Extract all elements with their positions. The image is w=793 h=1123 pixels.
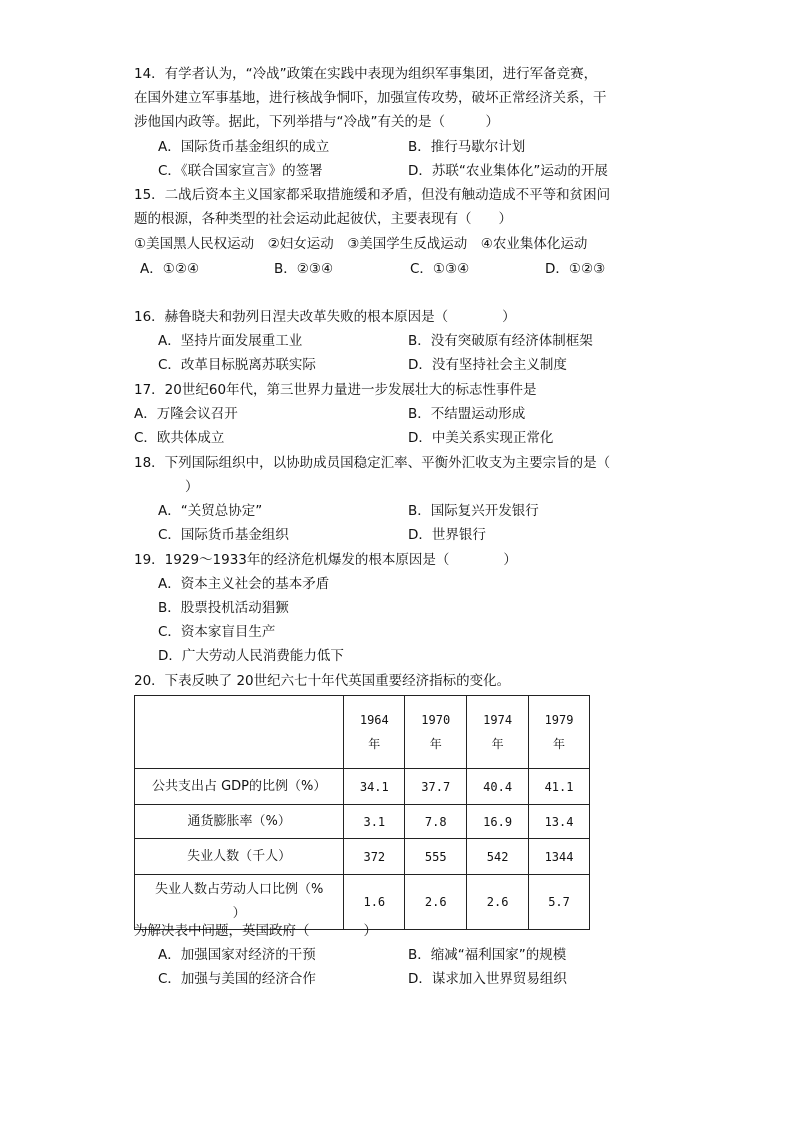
question-15-text-line-2: 题的根源，各种类型的社会运动此起彼伏，主要表现有（ ） (134, 211, 512, 227)
question-18-option-c[interactable]: C．国际货币基金组织 (158, 527, 289, 543)
year-unit: 年 (429, 737, 442, 751)
question-19-text-line-1: 19．1929～1933年的经济危机爆发的根本原因是（ ） (134, 552, 517, 568)
question-17-option-b[interactable]: B．不结盟运动形成 (408, 406, 526, 422)
question-20-option-a[interactable]: A．加强国家对经济的干预 (158, 947, 316, 963)
question-19-option-b[interactable]: B．股票投机活动猖獗 (158, 600, 289, 616)
year-value: 1970 (421, 713, 451, 727)
question-18-option-d[interactable]: D．世界银行 (408, 527, 486, 543)
question-15-option-a[interactable]: A．①②④ (140, 261, 200, 277)
table-row-label: 公共支出占 GDP的比例（%） (135, 769, 344, 805)
question-20-option-c[interactable]: C．加强与美国的经济合作 (158, 971, 316, 987)
question-16-option-b[interactable]: B．没有突破原有经济体制框架 (408, 333, 593, 349)
year-value: 1979 (544, 713, 574, 727)
year-unit: 年 (368, 737, 381, 751)
table-row (135, 839, 590, 875)
economic-indicators-table (134, 695, 590, 930)
question-15-text-line-1: 15．二战后资本主义国家都采取措施缓和矛盾，但没有触动造成不平等和贫困问 (134, 187, 611, 203)
question-14-text-line-1: 14．有学者认为，“冷战”政策在实践中表现为组织军事集团，进行军备竞赛， (134, 66, 598, 82)
table-cell: 13.4 (529, 805, 590, 839)
question-17-option-c[interactable]: C．欧共体成立 (134, 430, 225, 446)
year-value: 1964 (359, 713, 389, 727)
question-20-option-b[interactable]: B．缩减“福利国家”的规模 (408, 947, 567, 963)
question-15-option-c[interactable]: C．①③④ (410, 261, 470, 277)
question-15-option-d[interactable]: D．①②③ (545, 261, 606, 277)
year-unit: 年 (553, 737, 566, 751)
table-cell: 1344 (529, 839, 590, 875)
table-corner-cell (135, 696, 344, 769)
table-cell: 1.6 (344, 875, 405, 930)
table-cell: 2.6 (467, 875, 529, 930)
table-cell: 3.1 (344, 805, 405, 839)
question-16-option-d[interactable]: D．没有坚持社会主义制度 (408, 357, 567, 373)
table-cell: 37.7 (405, 769, 467, 805)
table-row-label: 通货膨胀率（%） (135, 805, 344, 839)
table-row (135, 769, 590, 805)
table-cell: 555 (405, 839, 467, 875)
question-18-option-a[interactable]: A．“关贸总协定” (158, 503, 263, 519)
question-15-option-b[interactable]: B．②③④ (274, 261, 334, 277)
table-row-label: 失业人数（千人） (135, 839, 344, 875)
question-14-option-d[interactable]: D．苏联“农业集体化”运动的开展 (408, 163, 608, 179)
question-19-option-c[interactable]: C．资本家盲目生产 (158, 624, 276, 640)
question-18-option-b[interactable]: B．国际复兴开发银行 (408, 503, 539, 519)
question-20-option-d[interactable]: D．谋求加入世界贸易组织 (408, 971, 567, 987)
question-17-text-line-1: 17．20世纪60年代，第三世界力量进一步发展壮大的标志性事件是 (134, 382, 537, 398)
question-16-option-c[interactable]: C．改革目标脱离苏联实际 (158, 357, 316, 373)
table-year-header (344, 696, 405, 769)
question-14-option-b[interactable]: B．推行马歇尔计划 (408, 139, 526, 155)
table-cell: 40.4 (467, 769, 529, 805)
question-18-text-line-1: 18．下列国际组织中，以协助成员国稳定汇率、平衡外汇收支为主要宗旨的是（ (134, 455, 611, 471)
question-14-option-a[interactable]: A．国际货币基金组织的成立 (158, 139, 330, 155)
year-unit: 年 (491, 737, 504, 751)
table-cell: 542 (467, 839, 529, 875)
table-cell: 7.8 (405, 805, 467, 839)
question-17-option-a[interactable]: A．万隆会议召开 (134, 406, 238, 422)
question-16-option-a[interactable]: A．坚持片面发展重工业 (158, 333, 303, 349)
table-cell: 34.1 (344, 769, 405, 805)
question-15-items: ①美国黑人民权运动 ②妇女运动 ③美国学生反战运动 ④农业集体化运动 (134, 236, 588, 252)
question-19-option-d[interactable]: D．广大劳动人民消费能力低下 (158, 648, 344, 664)
table-year-header (405, 696, 467, 769)
table-row (135, 805, 590, 839)
table-cell: 2.6 (405, 875, 467, 930)
table-row-label-line-1: 失业人数占劳动人口比例（% (155, 882, 324, 897)
table-cell: 41.1 (529, 769, 590, 805)
year-value: 1974 (483, 713, 513, 727)
table-cell: 372 (344, 839, 405, 875)
question-14-option-c[interactable]: C．《联合国家宣言》的签署 (158, 163, 323, 179)
question-20-stem: 为解决表中问题，英国政府（ ） (134, 923, 377, 939)
question-19-option-a[interactable]: A．资本主义社会的基本矛盾 (158, 576, 330, 592)
table-header-row (135, 696, 590, 769)
question-20-text-line-1: 20．下表反映了 20世纪六七十年代英国重要经济指标的变化。 (134, 673, 511, 689)
question-14-text-line-3: 涉他国内政等。据此，下列举措与“冷战”有关的是（ ） (134, 114, 499, 130)
question-14-text-line-2: 在国外建立军事基地，进行核战争恫吓，加强宣传攻势，破坏正常经济关系，干 (134, 90, 607, 106)
table-row-label-line-2: ） (232, 906, 246, 921)
table-cell: 16.9 (467, 805, 529, 839)
table-cell: 5.7 (529, 875, 590, 930)
question-18-text-line-2: ） (158, 479, 199, 495)
table-year-header (529, 696, 590, 769)
table-year-header (467, 696, 529, 769)
question-16-text-line-1: 16．赫鲁晓夫和勃列日涅夫改革失败的根本原因是（ ） (134, 309, 516, 325)
question-17-option-d[interactable]: D．中美关系实现正常化 (408, 430, 554, 446)
